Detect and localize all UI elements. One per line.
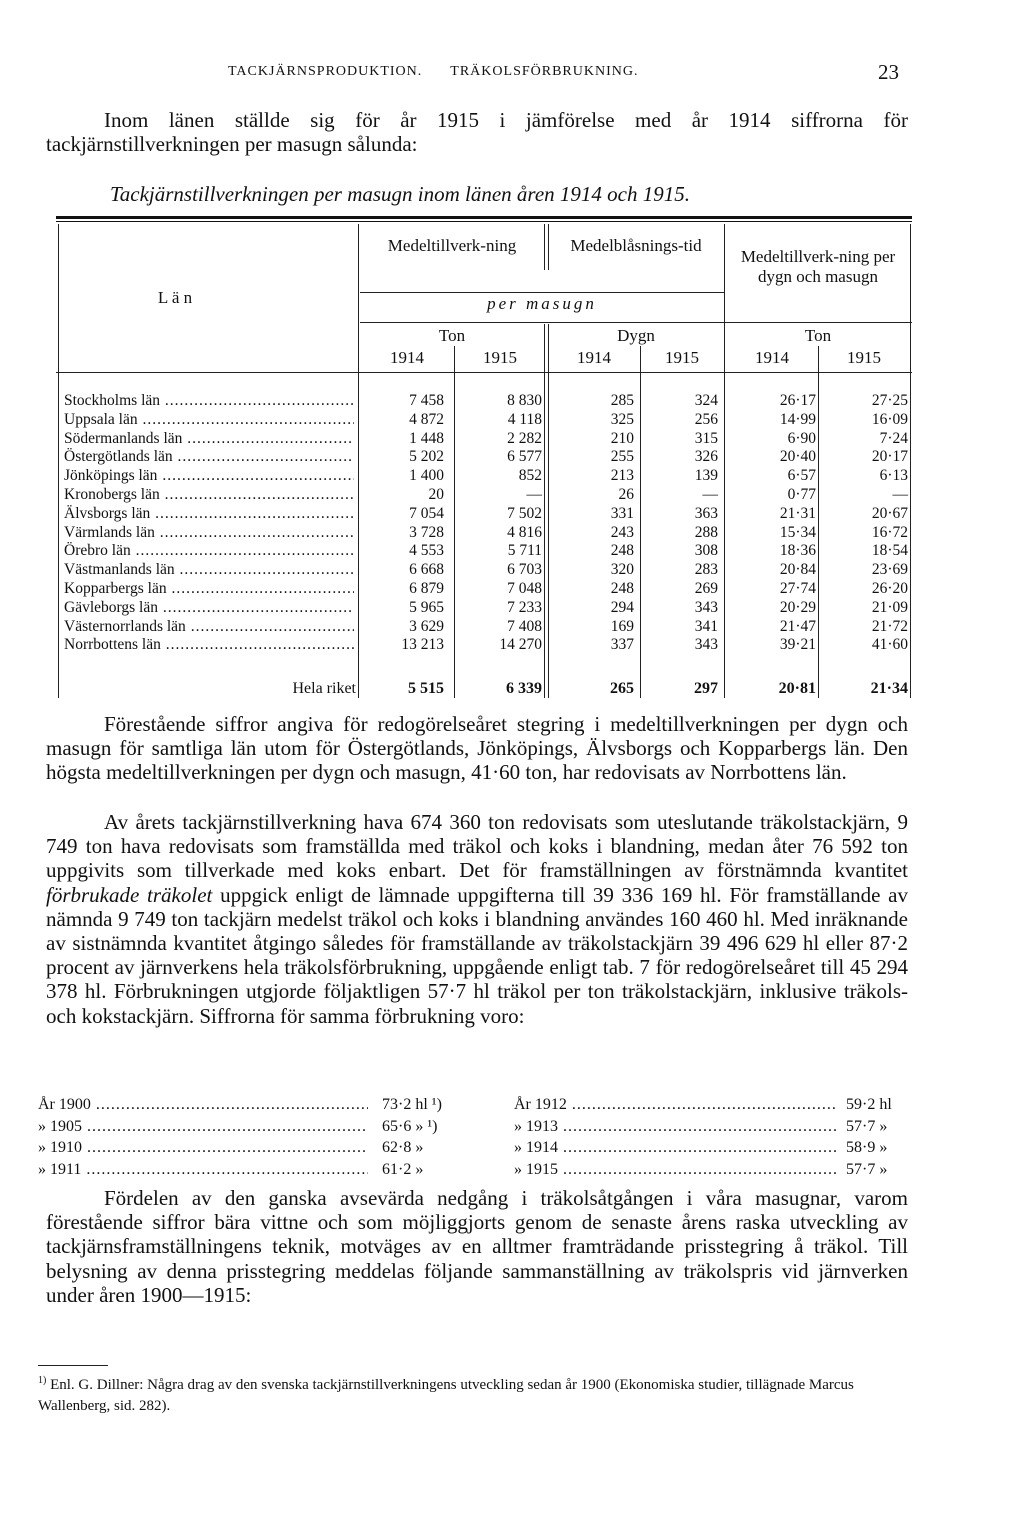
cell-d1915: 341 bbox=[694, 617, 718, 635]
cell-d1915: 343 bbox=[694, 598, 718, 616]
cell-d1915: 343 bbox=[694, 636, 718, 654]
cell-m1915: 27·25 bbox=[871, 392, 908, 409]
cell-d1915: 288 bbox=[694, 523, 718, 541]
cell-m1915: 26·20 bbox=[871, 580, 908, 597]
row-lan: Jönköpings län ..... bbox=[64, 467, 354, 485]
table-row bbox=[64, 524, 912, 542]
cell-m1914: 26·17 bbox=[779, 392, 816, 409]
cell-d1914: 169 bbox=[610, 617, 634, 635]
year-value: 62·8 » bbox=[382, 1139, 424, 1156]
cell-d1914: 285 bbox=[610, 392, 634, 409]
cell-m1915: 21·09 bbox=[871, 598, 908, 616]
cell-m1914: 14·99 bbox=[779, 410, 816, 428]
row-lan: Västernorrlands län ..... bbox=[64, 618, 354, 636]
paragraph-1: Förestående siffror angiva för redogörelseåret stegring i medeltillverkningen per dygn och masugn för samtliga län utom för Östergötlands, Jönköpings, Älvsborgs och Kopparbergs län. Den högsta medeltillverkningen per dygn och masugn, 41·60 ton, har redovisats av Norrbottens län. bbox=[46, 712, 908, 785]
total-d1915: 297 bbox=[694, 680, 718, 697]
cell-p1915: 4 816 bbox=[507, 523, 542, 541]
cell-p1915: 6 577 bbox=[507, 448, 542, 466]
cell-p1914: 1 448 bbox=[409, 429, 444, 447]
row-lan: Uppsala län ..... bbox=[64, 411, 354, 429]
year-value: 57·7 » bbox=[846, 1160, 888, 1178]
unit-ton-1: Ton bbox=[438, 326, 466, 345]
cell-m1914: 39·21 bbox=[779, 636, 816, 654]
cell-p1914: 4 553 bbox=[409, 542, 444, 560]
cell-m1914: 20·84 bbox=[779, 561, 816, 579]
cell-p1914: 1 400 bbox=[409, 467, 444, 485]
cell-m1915: — bbox=[892, 486, 908, 503]
cell-d1914: 248 bbox=[610, 580, 634, 597]
total-label: Hela riket bbox=[292, 680, 356, 697]
cell-d1914: 294 bbox=[610, 598, 634, 616]
cell-d1915: 324 bbox=[694, 392, 718, 409]
row-lan: Örebro län ..... bbox=[64, 542, 354, 560]
table-row bbox=[64, 505, 912, 523]
year-label: År 1912 ..... bbox=[514, 1094, 836, 1116]
cell-p1914: 7 054 bbox=[409, 504, 444, 522]
cell-p1915: 5 711 bbox=[507, 542, 542, 560]
cell-d1914: 243 bbox=[610, 523, 634, 541]
cell-d1914: 210 bbox=[610, 429, 634, 447]
table-row bbox=[64, 599, 912, 617]
cell-p1914: 3 728 bbox=[409, 523, 444, 541]
year-value: 65·6 » ¹) bbox=[382, 1117, 438, 1135]
cell-d1914: 331 bbox=[610, 504, 634, 522]
page-number: 23 bbox=[878, 60, 899, 84]
year-value: 58·9 » bbox=[846, 1139, 888, 1156]
cell-d1915: — bbox=[702, 486, 718, 503]
cell-m1914: 15·34 bbox=[779, 523, 816, 541]
cell-p1915: 4 118 bbox=[507, 410, 542, 428]
cell-p1915: 7 408 bbox=[507, 617, 542, 635]
cell-p1915: 7 502 bbox=[507, 504, 542, 522]
row-lan: Kronobergs län ..... bbox=[64, 486, 354, 504]
cell-p1914: 3 629 bbox=[409, 617, 444, 635]
cell-m1915: 20·67 bbox=[871, 504, 908, 522]
row-lan: Västmanlands län ..... bbox=[64, 561, 354, 579]
cell-m1914: 27·74 bbox=[779, 580, 816, 597]
row-lan: Södermanlands län ..... bbox=[64, 430, 354, 448]
cell-p1914: 6 879 bbox=[409, 580, 444, 597]
row-lan: Värmlands län ..... bbox=[64, 524, 354, 542]
unit-rule bbox=[360, 322, 912, 323]
cell-d1915: 315 bbox=[694, 429, 718, 447]
year-value: 73·2 hl ¹) bbox=[382, 1096, 442, 1113]
cell-m1914: 21·31 bbox=[779, 504, 816, 522]
total-p1914: 5 515 bbox=[408, 680, 444, 697]
cell-p1915: 8 830 bbox=[507, 392, 542, 409]
year-value: 59·2 hl bbox=[846, 1096, 892, 1113]
cell-d1915: 139 bbox=[694, 467, 718, 485]
cell-m1914: 20·29 bbox=[779, 598, 816, 616]
year-1915-c: 1915 bbox=[847, 348, 881, 367]
cell-d1914: 337 bbox=[610, 636, 634, 654]
per-masugn-rule bbox=[360, 292, 724, 293]
paragraph-2-end: uppgick enligt de lämnade uppgifterna till 39 336 169 hl. För framställande av nämnda 9 749 ton tackjärn medelst träkol och koks i blandning användes 160 460 hl. Med inräknande av sistnämnda kvantitet åtgingo således för framställande av träkolstackjärn 39 496 629 hl eller 87·2 procent av järnverkens hela träkolsförbrukning, uppgående enligt tab. 7 för redogörelseåret till 45 294 378 hl. Förbrukningen utgjorde följaktligen 57·7 hl träkol per ton träkolstackjärn, inklusive träkols- och kokstackjärn. Siffrorna för samma förbrukning voro: bbox=[46, 882, 909, 1028]
table-row bbox=[64, 636, 912, 654]
cell-d1915: 363 bbox=[694, 504, 718, 522]
year-label: » 1911 ..... bbox=[38, 1159, 368, 1181]
year-1914-b: 1914 bbox=[577, 348, 611, 367]
table-row bbox=[64, 618, 912, 636]
cell-d1914: 325 bbox=[610, 410, 634, 428]
cell-p1915: 14 270 bbox=[499, 636, 542, 654]
cell-p1914: 7 458 bbox=[409, 392, 444, 409]
cell-d1914: 248 bbox=[610, 542, 634, 560]
table-caption: Tackjärnstillverkningen per masugn inom länen åren 1914 och 1915. bbox=[110, 182, 690, 206]
header-bottom-rule bbox=[56, 372, 912, 373]
cell-m1914: 21·47 bbox=[779, 617, 816, 635]
table-top-rule-thin bbox=[56, 221, 912, 222]
table-row bbox=[64, 448, 912, 466]
paragraph-3: Fördelen av den ganska avsevärda nedgång i träkolsåtgången i våra masugnar, varom förestående siffror bära vittne och som möjliggjorts genom de senaste årens raska utveckling av tackjärnsframställningens teknik, motväges av en alltmer framträdande prisstegring å träkol. Till belysning av denna prisstegring meddelas följande sammanställning av träkolspris vid järnverken under åren 1900—1915: bbox=[46, 1186, 908, 1307]
cell-d1914: 320 bbox=[610, 561, 634, 579]
cell-p1915: 2 282 bbox=[507, 429, 542, 447]
cell-m1915: 16·72 bbox=[871, 523, 908, 541]
cell-m1915: 20·17 bbox=[871, 448, 908, 466]
row-lan: Kopparbergs län ..... bbox=[64, 580, 354, 598]
cell-m1914: 18·36 bbox=[779, 542, 816, 560]
cell-p1915: — bbox=[526, 486, 542, 503]
running-header-left: TACKJÄRNSPRODUKTION. bbox=[228, 64, 423, 79]
year-label: » 1914 ..... bbox=[514, 1137, 836, 1159]
table-row bbox=[64, 467, 912, 485]
col-header-lan: L ä n bbox=[157, 288, 193, 307]
col-header-medeltillverkning: Medeltillverk-ning bbox=[387, 236, 517, 255]
cell-p1915: 7 048 bbox=[507, 580, 542, 597]
cell-m1915: 41·60 bbox=[871, 636, 908, 654]
cell-m1914: 20·40 bbox=[779, 448, 816, 466]
table-row bbox=[64, 486, 912, 504]
cell-p1914: 4 872 bbox=[409, 410, 444, 428]
col-header-per-dygn: Medeltillverk-ning per dygn och masugn bbox=[740, 247, 896, 286]
running-header bbox=[228, 64, 638, 80]
cell-d1915: 283 bbox=[694, 561, 718, 579]
row-lan: Älvsborgs län ..... bbox=[64, 505, 354, 523]
paragraph-2 bbox=[46, 810, 908, 1028]
total-m1914: 20·81 bbox=[778, 680, 816, 697]
cell-d1915: 308 bbox=[694, 542, 718, 560]
cell-m1914: 6·90 bbox=[787, 429, 816, 447]
cell-d1914: 213 bbox=[610, 467, 634, 485]
unit-dygn: Dygn bbox=[617, 326, 655, 345]
cell-m1915: 18·54 bbox=[871, 542, 908, 560]
cell-d1915: 326 bbox=[694, 448, 718, 466]
cell-p1914: 6 668 bbox=[409, 561, 444, 579]
table-row bbox=[64, 392, 912, 410]
year-1914-a: 1914 bbox=[390, 348, 424, 367]
vline-g1 bbox=[544, 224, 545, 270]
year-value: 61·2 » bbox=[382, 1160, 424, 1178]
cell-p1915: 7 233 bbox=[507, 598, 542, 616]
year-label: » 1905 ..... bbox=[38, 1116, 368, 1138]
table-row bbox=[64, 542, 912, 560]
table-row bbox=[64, 580, 912, 598]
running-header-right: TRÄKOLSFÖRBRUKNING. bbox=[450, 64, 639, 79]
col-header-per-masugn: per masugn bbox=[487, 294, 597, 313]
unit-ton-2: Ton bbox=[804, 326, 832, 345]
total-p1915: 6 339 bbox=[506, 680, 542, 697]
paragraph-2-start: Av årets tackjärnstillverkning hava 674 360 ton redovisats som uteslutande träkolstackjärn, 9 749 ton hava redovisats som framställda med träkol och koks i blandning, medan åter 76 592 ton uppgivits som tillverkade med koks enbart. Det för framställningen av förstnämnda kvantitet bbox=[46, 810, 908, 883]
intro-paragraph: Inom länen ställde sig för år 1915 i jämförelse med år 1914 siffrorna för tackjärnstillverkningen per masugn sålunda: bbox=[46, 108, 908, 157]
table-row bbox=[64, 561, 912, 579]
table-row bbox=[64, 411, 912, 429]
cell-d1915: 269 bbox=[694, 580, 718, 597]
vline-g1b bbox=[548, 224, 549, 270]
cell-p1914: 5 202 bbox=[409, 448, 444, 466]
year-label: » 1910 ..... bbox=[38, 1137, 368, 1159]
cell-m1915: 23·69 bbox=[871, 561, 908, 579]
total-d1914: 265 bbox=[610, 680, 634, 697]
cell-p1914: 5 965 bbox=[409, 598, 444, 616]
row-lan: Östergötlands län ..... bbox=[64, 448, 354, 466]
vline-left bbox=[58, 224, 59, 698]
total-row bbox=[64, 680, 912, 698]
cell-d1914: 255 bbox=[610, 448, 634, 466]
cell-p1914: 13 213 bbox=[401, 636, 444, 654]
col-header-blasningstid: Medelblåsnings-tid bbox=[570, 236, 702, 255]
year-1915-a: 1915 bbox=[483, 348, 517, 367]
table-top-rule bbox=[56, 216, 912, 219]
footnote bbox=[38, 1370, 910, 1417]
year-label: » 1915 ..... bbox=[514, 1159, 836, 1181]
cell-p1915: 6 703 bbox=[507, 561, 542, 579]
footnote-mark: 1) bbox=[38, 1375, 47, 1386]
paragraph-2-italic: förbrukade träkolet bbox=[46, 882, 213, 907]
total-m1915: 21·34 bbox=[870, 680, 908, 697]
cell-m1915: 16·09 bbox=[871, 410, 908, 428]
cell-p1915: 852 bbox=[518, 467, 542, 485]
cell-m1915: 6·13 bbox=[879, 467, 908, 485]
year-value: 57·7 » bbox=[846, 1117, 888, 1135]
cell-d1915: 256 bbox=[694, 410, 718, 428]
table-row bbox=[64, 430, 912, 448]
row-lan: Gävleborgs län ..... bbox=[64, 599, 354, 617]
row-lan: Norrbottens län ..... bbox=[64, 636, 354, 654]
year-label: År 1900 ..... bbox=[38, 1094, 368, 1116]
row-lan: Stockholms län ..... bbox=[64, 392, 354, 410]
footnote-rule bbox=[38, 1365, 108, 1366]
footnote-text: Enl. G. Dillner: Några drag av den svenska tackjärnstillverkningens utveckling sedan år 1900 (Ekonomiska studier, tillägnade Marcus Wallenberg, sid. 282). bbox=[38, 1377, 854, 1414]
cell-m1914: 6·57 bbox=[787, 467, 816, 485]
year-1914-c: 1914 bbox=[755, 348, 789, 367]
cell-m1915: 21·72 bbox=[871, 617, 908, 635]
cell-m1915: 7·24 bbox=[879, 429, 908, 447]
cell-p1914: 20 bbox=[428, 486, 444, 503]
cell-m1914: 0·77 bbox=[787, 486, 816, 503]
year-1915-b: 1915 bbox=[665, 348, 699, 367]
year-label: » 1913 ..... bbox=[514, 1116, 836, 1138]
cell-d1914: 26 bbox=[618, 486, 634, 503]
